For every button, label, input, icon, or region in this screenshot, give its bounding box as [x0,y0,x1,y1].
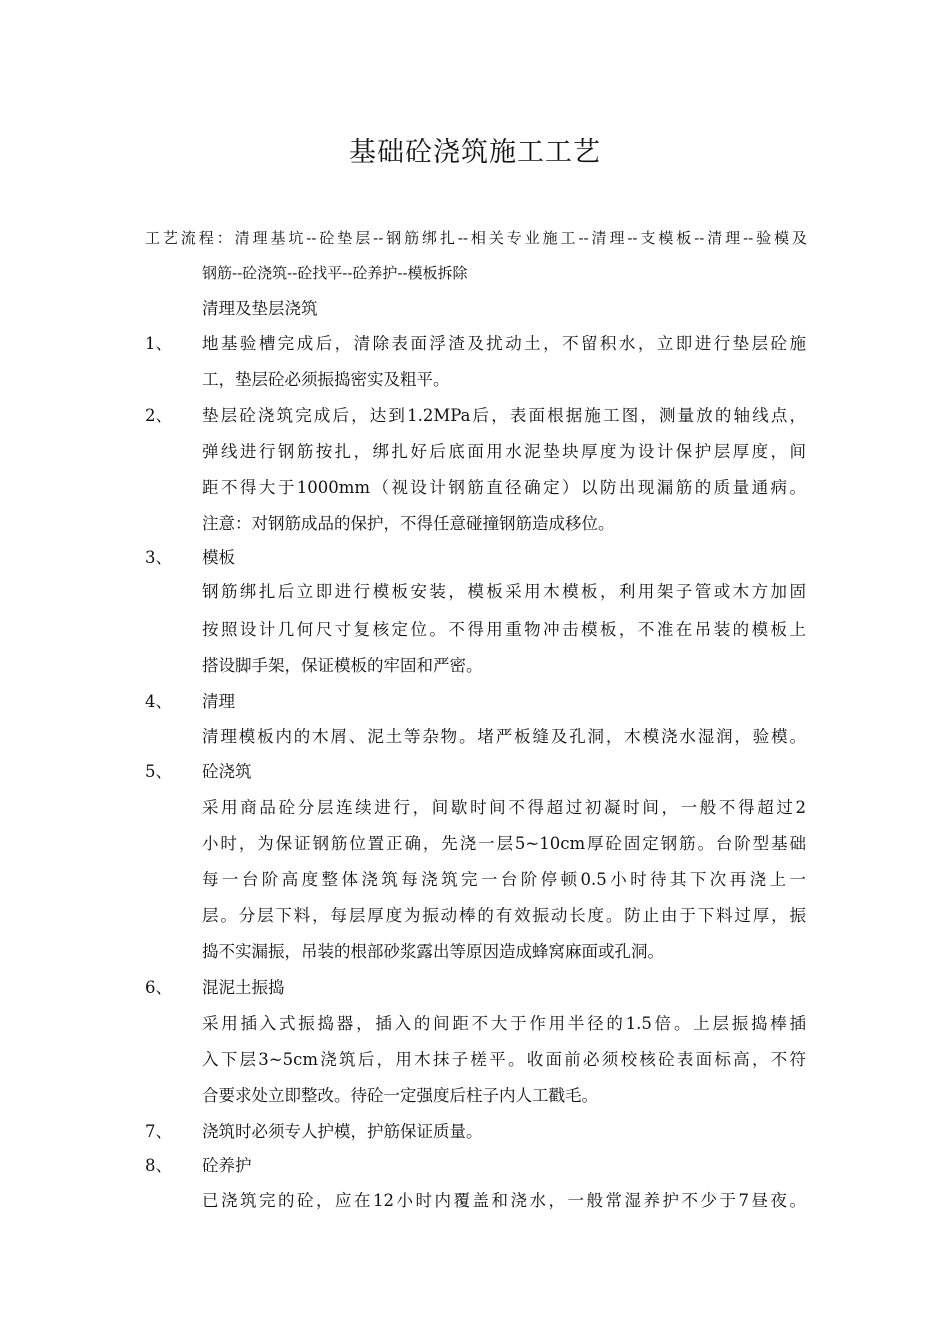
section-number: 4、 [145,692,172,711]
section-line: 清理模板内的木屑、泥土等杂物。堵严板缝及孔洞，木模浇水湿润，验模。 [202,727,806,746]
section-number: 3、 [145,548,172,567]
section-line: 地基验槽完成后，清除表面浮渣及扰动土，不留积水，立即进行垫层砼施 [202,334,806,353]
section-heading: 砼养护 [202,1156,252,1175]
section-line: 距不得大于1000mm（视设计钢筋直径确定）以防出现漏筋的质量通病。 [202,478,806,497]
section-heading: 清理 [202,692,235,711]
section-line: 捣不实漏振，吊装的根部砂浆露出等原因造成蜂窝麻面或孔洞。 [202,942,664,961]
section-line: 合要求处立即整改。待砼一定强度后柱子内人工戳毛。 [202,1086,598,1105]
section-number: 6、 [145,978,172,997]
section-number: 1、 [145,334,172,353]
section-line: 钢筋绑扎后立即进行模板安装，模板采用木模板，利用架子管或木方加固 [202,582,806,601]
section-line: 采用插入式振捣器，插入的间距不大于作用半径的1.5倍。上层振捣棒插 [202,1014,806,1033]
section-line: 搭设脚手架，保证模板的牢固和严密。 [202,656,483,675]
section-heading: 砼浇筑 [202,762,252,781]
section-line: 工，垫层砼必须振捣密实及粗平。 [202,370,450,389]
section-line: 小时，为保证钢筋位置正确，先浇一层5~10cm厚砼固定钢筋。台阶型基础 [202,834,806,853]
section-line: 浇筑时必须专人护模，护筋保证质量。 [202,1122,483,1141]
section-number: 8、 [145,1156,172,1175]
section-line: 入下层3~5cm浇筑后，用木抹子槎平。收面前必须校核砼表面标高，不符 [202,1050,806,1069]
section-number: 2、 [145,406,172,425]
section-heading: 混泥土振捣 [202,978,285,997]
section-heading: 模板 [202,548,235,567]
section-line: 垫层砼浇筑完成后，达到1.2MPa后，表面根据施工图，测量放的轴线点， [202,406,806,425]
process-flow-line-1: 工艺流程：清理基坑--砼垫层--钢筋绑扎--相关专业施工--清理--支模板--清理--验模及 [145,229,807,247]
section-line: 层。分层下料，每层厚度为振动棒的有效振动长度。防止由于下料过厚，振 [202,906,806,925]
document-title: 基础砼浇筑施工工艺 [349,137,601,168]
section-line: 已浇筑完的砼，应在12小时内覆盖和浇水，一般常湿养护不少于7昼夜。 [202,1191,806,1210]
section-line: 注意：对钢筋成品的保护，不得任意碰撞钢筋造成移位。 [202,514,615,533]
section-number: 5、 [145,762,172,781]
section-line: 按照设计几何尺寸复核定位。不得用重物冲击模板，不准在吊装的模板上 [202,620,806,639]
intro-heading: 清理及垫层浇筑 [202,299,318,318]
section-line: 采用商品砼分层连续进行，间歇时间不得超过初凝时间，一般不得超过2 [202,798,806,817]
section-line: 弹线进行钢筋按扎，绑扎好后底面用水泥垫块厚度为设计保护层厚度，间 [202,442,806,461]
section-line: 每一台阶高度整体浇筑每浇筑完一台阶停顿0.5小时待其下次再浇上一 [202,870,806,889]
process-flow-line-2: 钢筋--砼浇筑--砼找平--砼养护--模板拆除 [202,264,468,282]
section-number: 7、 [145,1122,172,1141]
